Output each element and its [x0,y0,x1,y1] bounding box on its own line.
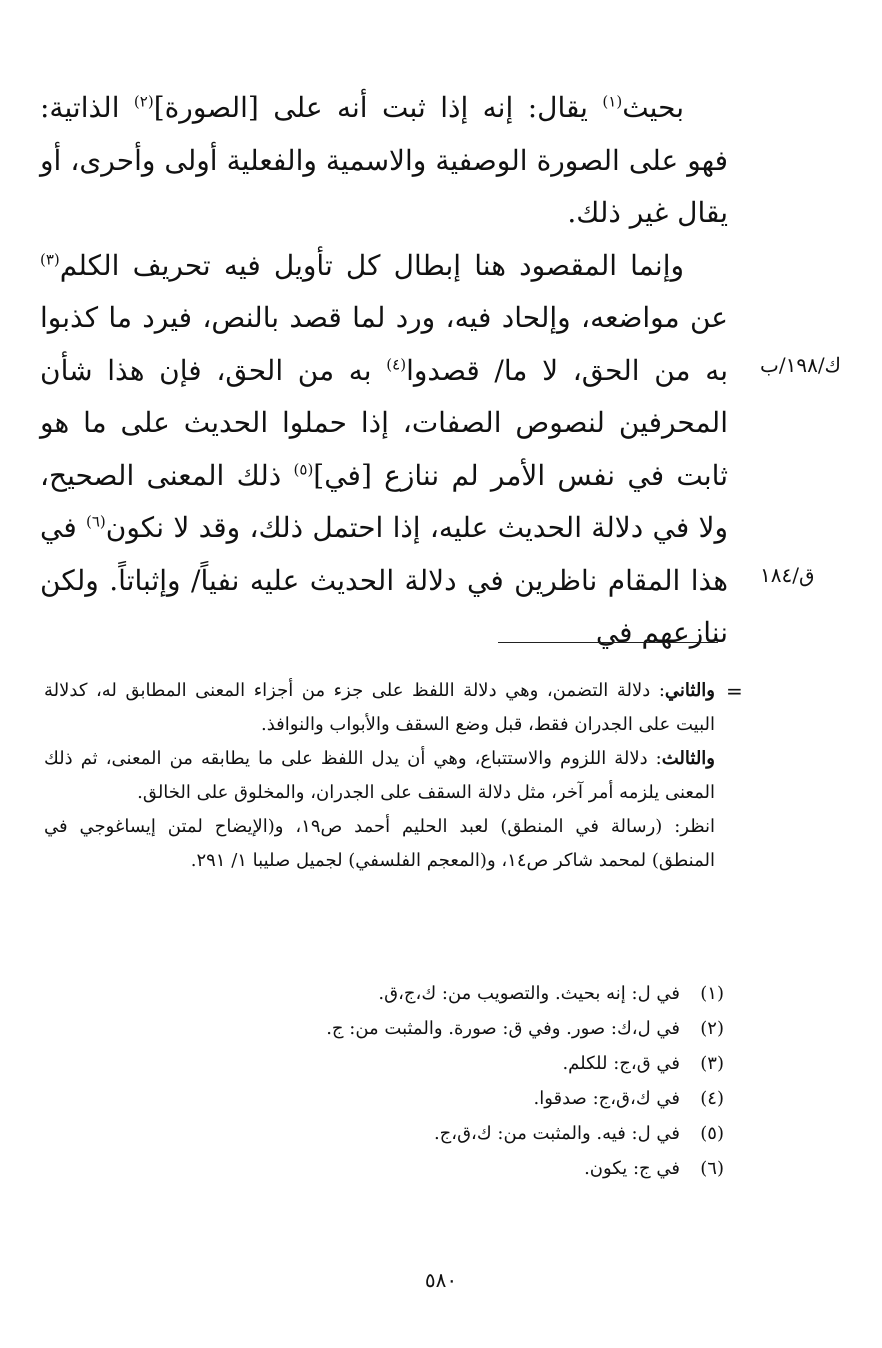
text-run: عن مواضعه، وإلحاد فيه، ورد لما قصد بالنص، فيرد ما كذبوا به من الحق، لا ما/ قصدوا [40,301,728,387]
footnote-6 [44,1151,724,1186]
footnote-text: : دلالة اللزوم والاستتباع، وهي أن يدل اللفظ على ما يطابقه من المعنى، ثم ذلك المعنى يلزمه أمر آخر، مثل دلالة السقف على الجدران، والمخلوق على الخالق. [44,748,715,803]
footnote-continuation [44,674,715,878]
footnote-label: والثالث [661,748,716,769]
footnote-text: في ك،ق،ج: صدقوا. [533,1088,680,1109]
footnote-1 [44,976,724,1011]
footnote-text: في ج: يكون. [584,1158,680,1179]
footnote-ref-5: (٥) [293,460,314,479]
footnote-ref-4: (٤) [386,355,407,374]
footnote-number: (٦) [700,1158,724,1179]
footnote-ref-2: (٢) [133,92,154,111]
footnote-cont-refs: انظر: (رسالة في المنطق) لعبد الحليم أحمد ص١٩، و(الإيضاح لمتن إيساغوجي في المنطق) لمحمد شاكر ص١٤، و(المعجم الفلسفي) لجميل صليبا ١/ ٢٩١. [44,816,715,871]
footnotes-list [44,976,724,1186]
footnote-separator [498,642,718,643]
footnote-3 [44,1046,724,1081]
text-run: ذلك المعنى الصحيح، ولا في دلالة الحديث عليه، إذا احتمل ذلك، وقد لا نكون [40,458,728,544]
margin-ref-manuscript-k: ك/١٩٨/ب [760,353,842,377]
footnote-2 [44,1011,724,1046]
text-run: يقال: إنه إذا ثبت أنه على [الصورة] [153,91,603,124]
footnote-text: في ل: فيه. والمثبت من: ك،ق،ج. [433,1123,680,1144]
continuation-mark: = [726,679,743,703]
margin-ref-manuscript-q: ق/١٨٤ [760,563,815,587]
footnote-cont-second [44,674,715,742]
text-run: بحيث [622,91,684,124]
footnote-ref-6: (٦) [86,512,106,531]
footnote-ref-1: (١) [602,92,623,111]
footnote-label: والثاني [664,680,715,701]
footnote-number: (٥) [700,1123,724,1144]
page-number: ٥٨٠ [424,1268,458,1292]
paragraph-1 [40,82,728,240]
footnote-cont-third [44,742,715,810]
footnote-number: (٢) [700,1018,724,1039]
footnote-4 [44,1081,724,1116]
footnote-number: (٣) [700,1053,724,1074]
text-run: الذاتية: فهو على الصورة الوصفية والاسمية والفعلية أولى وأحرى، أو يقال غير ذلك. [40,91,728,229]
footnote-ref-3: (٣) [40,250,60,269]
footnote-text: في ق،ج: للكلم. [562,1053,680,1074]
text-run: وإنما المقصود هنا إبطال كل تأويل فيه تحريف الكلم [59,248,684,282]
footnote-text: : دلالة التضمن، وهي دلالة اللفظ على جزء من أجزاء المعنى المطابق له، كدلالة البيت على الجدران فقط، قبل وضع السقف والأبواب والنوافذ. [44,680,715,735]
text-run: به من الحق، فإن هذا شأن المحرفين لنصوص الصفات، إذا حملوا الحديث على ما هو ثابت في نفس الأمر لم ننازع [في] [40,353,728,492]
main-text [40,82,728,660]
footnote-5 [44,1116,724,1151]
footnote-number: (١) [700,983,724,1004]
paragraph-2 [40,240,728,660]
footnote-text: في ل،ك: صور. وفي ق: صورة. والمثبت من: ج. [326,1018,680,1039]
footnote-number: (٤) [700,1088,724,1109]
footnote-text: في ل: إنه بحيث. والتصويب من: ك،ج،ق. [378,983,680,1004]
text-run: في هذا المقام ناظرين في دلالة الحديث عليه نفياً/ وإثباتاً. ولكن ننازعهم في [40,511,728,649]
